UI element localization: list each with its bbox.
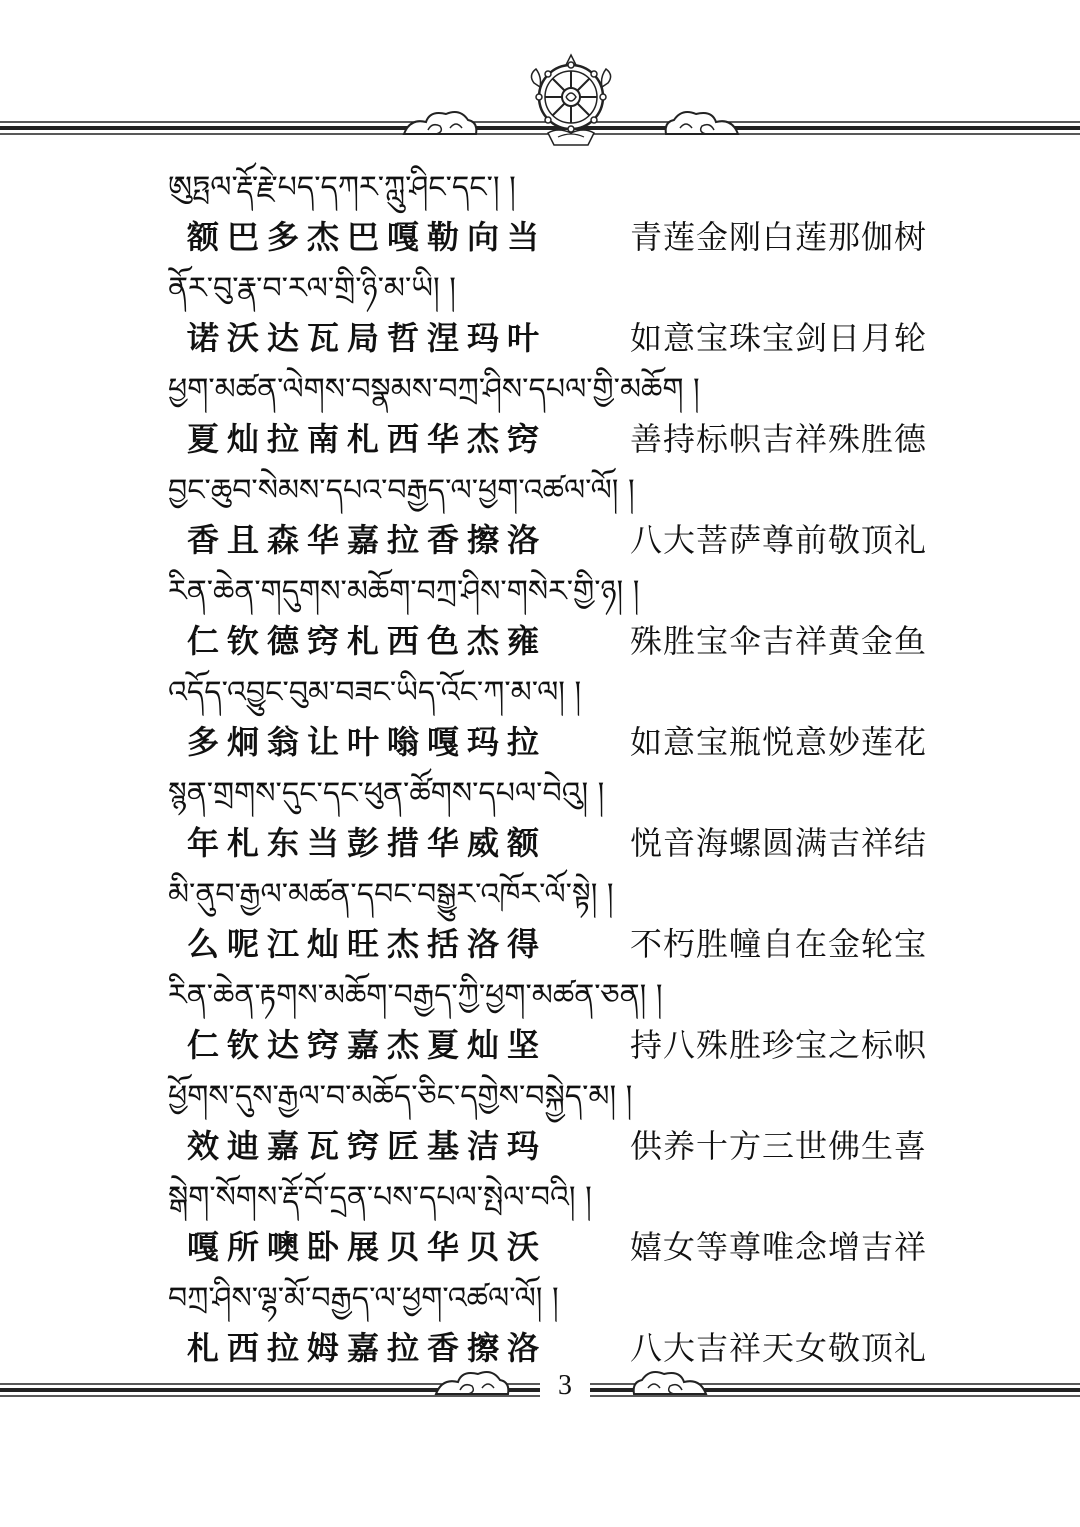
chinese-translation: 善持标帜吉祥殊胜德 xyxy=(630,420,928,458)
verse-stanza xyxy=(0,263,1080,364)
verse-stanza xyxy=(0,1273,1080,1374)
tibetan-line: འདོད་འབྱུང་བུམ་བཟང་ཡིད་འོང་ཀ་མ་ལ། ། xyxy=(168,675,582,710)
verse-stanza xyxy=(0,667,1080,768)
phonetic-line: 仁钦达窍嘉杰夏灿坚 xyxy=(187,1026,548,1064)
verse-stanza xyxy=(0,1172,1080,1273)
verse-stanza xyxy=(0,162,1080,263)
phonetic-line: 年札东当彭措华威额 xyxy=(187,824,548,862)
chinese-translation: 不朽胜幢自在金轮宝 xyxy=(630,925,928,963)
page-number: 3 xyxy=(540,1368,590,1404)
chinese-translation: 悦音海螺圆满吉祥结 xyxy=(630,824,928,862)
tibetan-line: ནོར་བུ་རྣ་བ་རལ་གྲི་ཉི་མ་ཡི། ། xyxy=(168,271,456,306)
verse-stanza xyxy=(0,869,1080,970)
verse-stanza xyxy=(0,768,1080,869)
phonetic-line: 香且森华嘉拉香擦洛 xyxy=(187,521,548,559)
tibetan-line: ཨུཏྤལ་རྡོ་རྗེ་པད་དཀར་ཀླུ་ཤིང་དང་། ། xyxy=(168,170,516,205)
cloud-ornament-icon xyxy=(630,1368,710,1402)
phonetic-line: 仁钦德窍札西色杰雍 xyxy=(187,622,548,660)
chinese-translation: 嬉女等尊唯念增吉祥 xyxy=(630,1228,928,1266)
chinese-translation: 如意宝瓶悦意妙莲花 xyxy=(630,723,928,761)
tibetan-line: མི་ནུབ་རྒྱལ་མཚན་དབང་བསྒྱུར་འཁོར་ལོ་སྟེ། ། xyxy=(168,877,614,912)
verse-stanza xyxy=(0,1071,1080,1172)
chinese-translation: 如意宝珠宝剑日月轮 xyxy=(630,319,928,357)
chinese-translation: 持八殊胜珍宝之标帜 xyxy=(630,1026,928,1064)
chinese-translation: 青莲金刚白莲那伽树 xyxy=(630,218,928,256)
tibetan-line: ཕྱག་མཚན་ལེགས་བསྣམས་བཀྲ་ཤིས་དཔལ་གྱི་མཆོག ། xyxy=(168,372,700,407)
chinese-translation: 供养十方三世佛生喜 xyxy=(630,1127,928,1165)
phonetic-line: 嘎所噢卧展贝华贝沃 xyxy=(187,1228,548,1266)
cloud-ornament-icon xyxy=(400,108,480,142)
phonetic-line: 额巴多杰巴嘎勒向当 xyxy=(187,218,548,256)
verse-stanza xyxy=(0,566,1080,667)
cloud-ornament-icon xyxy=(432,1368,512,1402)
cloud-ornament-icon xyxy=(662,108,742,142)
phonetic-line: 夏灿拉南札西华杰窍 xyxy=(187,420,548,458)
phonetic-line: 效迪嘉瓦窍匠基洁玛 xyxy=(187,1127,548,1165)
phonetic-line: 诺沃达瓦局哲涅玛叶 xyxy=(187,319,548,357)
chinese-translation: 殊胜宝伞吉祥黄金鱼 xyxy=(630,622,928,660)
tibetan-line: བྱང་ཆུབ་སེམས་དཔའ་བརྒྱད་ལ་ཕྱག་འཚལ་ལོ། ། xyxy=(168,473,635,508)
verse-stanza xyxy=(0,970,1080,1071)
tibetan-line: རིན་ཆེན་རྟགས་མཆོག་བརྒྱད་ཀྱི་ཕྱག་མཚན་ཅན། ། xyxy=(168,978,663,1013)
chinese-translation: 八大吉祥天女敬顶礼 xyxy=(630,1329,928,1367)
phonetic-line: 么呢江灿旺杰括洛得 xyxy=(187,925,548,963)
chinese-translation: 八大菩萨尊前敬顶礼 xyxy=(630,521,928,559)
tibetan-line: རིན་ཆེན་གདུགས་མཆོག་བཀྲ་ཤིས་གསེར་གྱི་ཉ། ། xyxy=(168,574,640,609)
verse-stanza xyxy=(0,364,1080,465)
phonetic-line: 多炯翁让叶嗡嘎玛拉 xyxy=(187,723,548,761)
tibetan-line: སྙན་གྲགས་དུང་དང་ཕུན་ཚོགས་དཔལ་བེའུ། ། xyxy=(168,776,605,811)
phonetic-line: 札西拉姆嘉拉香擦洛 xyxy=(187,1329,548,1367)
verse-stanza xyxy=(0,465,1080,566)
tibetan-line: སྒེག་སོགས་རྡོ་བོ་དྲན་པས་དཔལ་སྤེལ་བའི། ། xyxy=(168,1180,592,1215)
tibetan-line: ཕྱོགས་དུས་རྒྱལ་བ་མཆོད་ཅིང་དགྱེས་བསྐྱེད་མ། ། xyxy=(168,1079,633,1114)
tibetan-line: བཀྲ་ཤིས་ལྷ་མོ་བརྒྱད་ལ་ཕྱག་འཚལ་ལོ། ། xyxy=(168,1281,559,1316)
dharma-wheel-icon xyxy=(528,53,614,149)
